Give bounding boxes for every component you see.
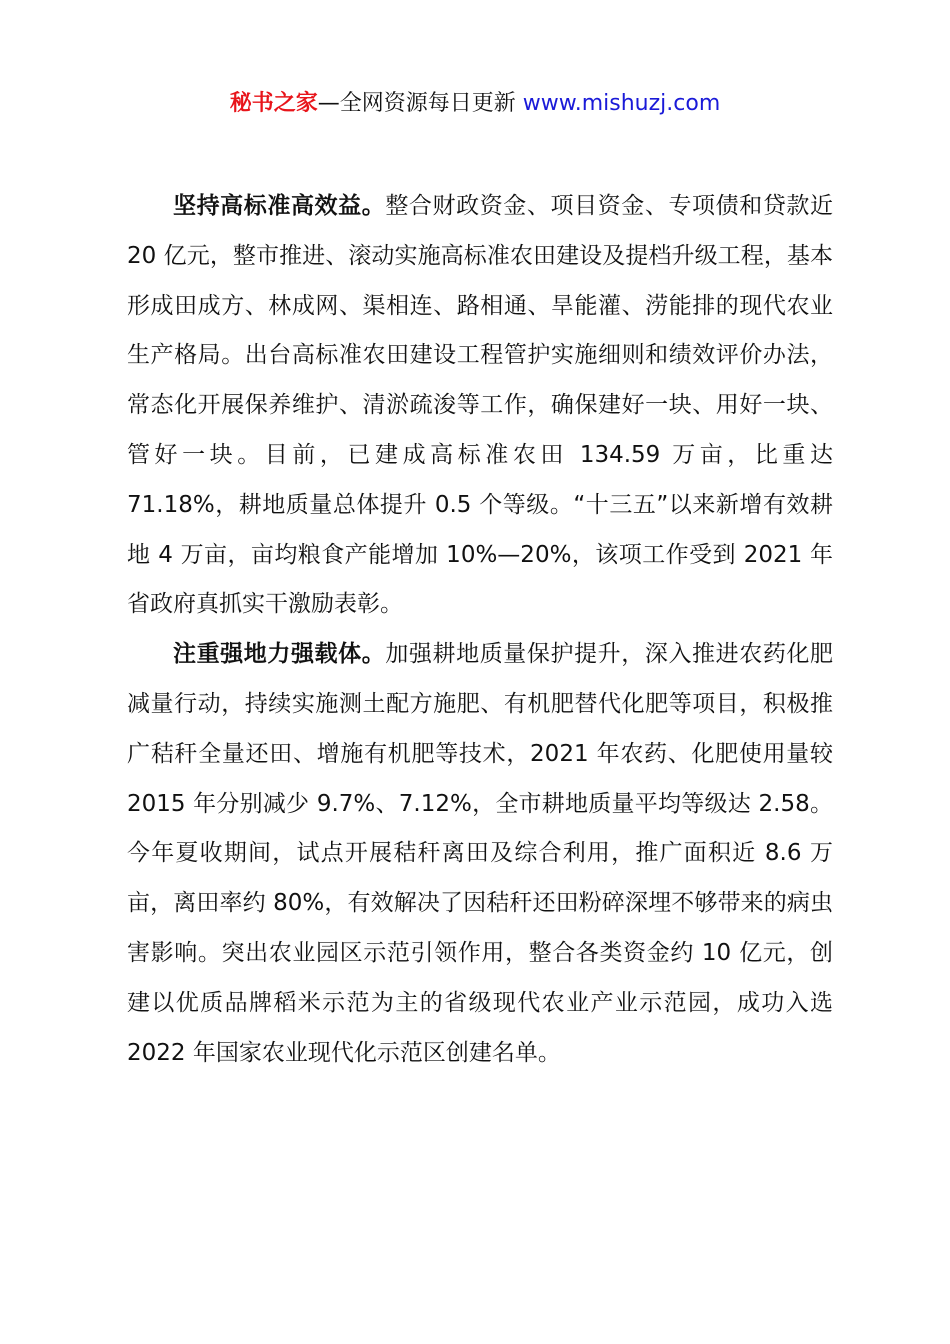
site-url-link[interactable]: www.mishuzj.com — [522, 91, 721, 116]
paragraph-text: 加强耕地质量保护提升，深入推进农药化肥减量行动，持续实施测土配方施肥、有机肥替代化肥等项目，积极推广秸秆全量还田、增施有机肥等技术，2021 年农药、化肥使用量较 2015 年分别减少 9.7%、7.12%，全市耕地质量平均等级达 2.58。今年夏收期间，试点开展秸秆离田及综合利用，推广面积近 8.6 万亩，离田率约 80%，有效解决了因秸秆还田粉碎深埋不够带来的病虫害影响。突出农业园区示范引领作用，整合各类资金约 10 亿元，创建以优质品牌稻米示范为主的省级现代农业产业示范园，成功入选 2022 年国家农业现代化示范区创建名单。 — [127, 641, 834, 1066]
paragraph-lead-heading: 坚持高标准高效益。 — [173, 193, 386, 219]
paragraph-high-standard — [127, 182, 833, 630]
site-tagline: —全网资源每日更新 — [317, 91, 523, 116]
paragraph-soil-fertility — [127, 630, 833, 1078]
site-brand: 秘书之家 — [229, 91, 318, 116]
page-header — [0, 88, 950, 120]
document-body — [127, 182, 833, 1078]
paragraph-text: 整合财政资金、项目资金、专项债和贷款近 20 亿元，整市推进、滚动实施高标准农田建设及提档升级工程，基本形成田成方、林成网、渠相连、路相通、旱能灌、涝能排的现代农业生产格局。出台高标准农田建设工程管护实施细则和绩效评价办法，常态化开展保养维护、清淤疏浚等工作，确保建好一块、用好一块、管好一块。目前，已建成高标准农田 134.59 万亩，比重达 71.18%，耕地质量总体提升 0.5 个等级。“十三五”以来新增有效耕地 4 万亩，亩均粮食产能增加 10%—20%，该项工作受到 2021 年省政府真抓实干激励表彰。 — [127, 193, 834, 618]
paragraph-lead-heading: 注重强地力强载体。 — [173, 641, 386, 668]
